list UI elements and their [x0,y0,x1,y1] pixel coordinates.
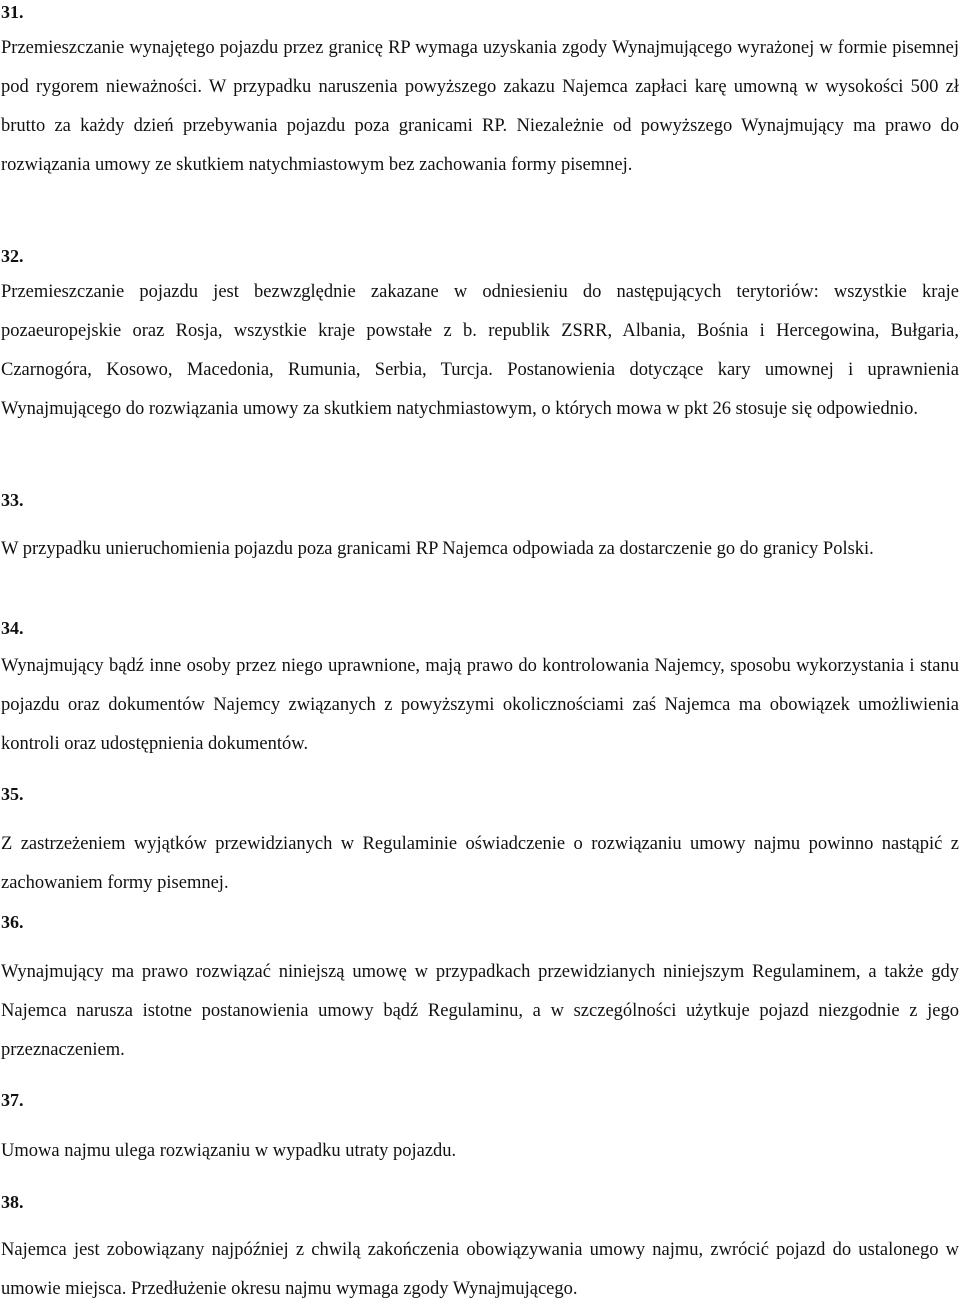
section-38-text: Najemca jest zobowiązany najpóźniej z chwilą zakończenia obowiązywania umowy najmu, zwrócić pojazd do ustalonego w umowie miejsca. Przedłużenie okresu najmu wymaga zgody Wynajmującego. [1,1240,959,1299]
section-33-text: W przypadku unieruchomienia pojazdu poza granicami RP Najemca odpowiada za dostarczenie go do granicy Polski. [1,539,874,559]
section-35-number: 35. [1,784,24,804]
section-34-number: 34. [1,618,24,638]
section-36-number: 36. [1,912,24,932]
section-32-text: Przemieszczanie pojazdu jest bezwzględnie zakazane w odniesieniu do następujących terytoriów: wszystkie kraje pozaeuropejskie oraz Rosja, wszystkie kraje powstałe z b. republik ZSRR, Albania, Bośnia i Hercegowina, Bułgaria, Czarnogóra, Kosowo, Macedonia, Rumunia, Serbia, Turcja. Postanowienia dotyczące kary umownej i uprawnienia Wynajmującego do rozwiązania umowy za skutkiem natychmiastowym, o których mowa w pkt 26 stosuje się odpowiednio. [1,282,959,419]
section-36-text: Wynajmujący ma prawo rozwiązać niniejszą umowę w przypadkach przewidzianych niniejszym Regulaminem, a także gdy Najemca narusza istotne postanowienia umowy bądź Regulaminu, a w szczególności użytkuje pojazd niezgodnie z jego przeznaczeniem. [1,962,959,1060]
section-37-text: Umowa najmu ulega rozwiązaniu w wypadku utraty pojazdu. [1,1141,457,1161]
section-31-text: Przemieszczanie wynajętego pojazdu przez granicę RP wymaga uzyskania zgody Wynajmującego wyrażonej w formie pisemnej pod rygorem nieważności. W przypadku naruszenia powyższego zakazu Najemca zapłaci karę umowną w wysokości 500 zł brutto za każdy dzień przebywania pojazdu poza granicami RP. Niezależnie od powyższego Wynajmujący ma prawo do rozwiązania umowy ze skutkiem natychmiastowym bez zachowania formy pisemnej. [1,38,959,175]
section-38-number: 38. [1,1192,24,1212]
section-35-text: Z zastrzeżeniem wyjątków przewidzianych w Regulaminie oświadczenie o rozwiązaniu umowy najmu powinno nastąpić z zachowaniem formy pisemnej. [1,834,959,893]
section-37-number: 37. [1,1090,24,1110]
section-34-text: Wynajmujący bądź inne osoby przez niego uprawnione, mają prawo do kontrolowania Najemcy, sposobu wykorzystania i stanu pojazdu oraz dokumentów Najemcy związanych z powyższymi okolicznościami zaś Najemca ma obowiązek umożliwienia kontroli oraz udostępnienia dokumentów. [1,656,959,754]
section-33-number: 33. [1,490,24,510]
section-31-number: 31. [1,2,24,22]
section-32-number: 32. [1,246,24,266]
